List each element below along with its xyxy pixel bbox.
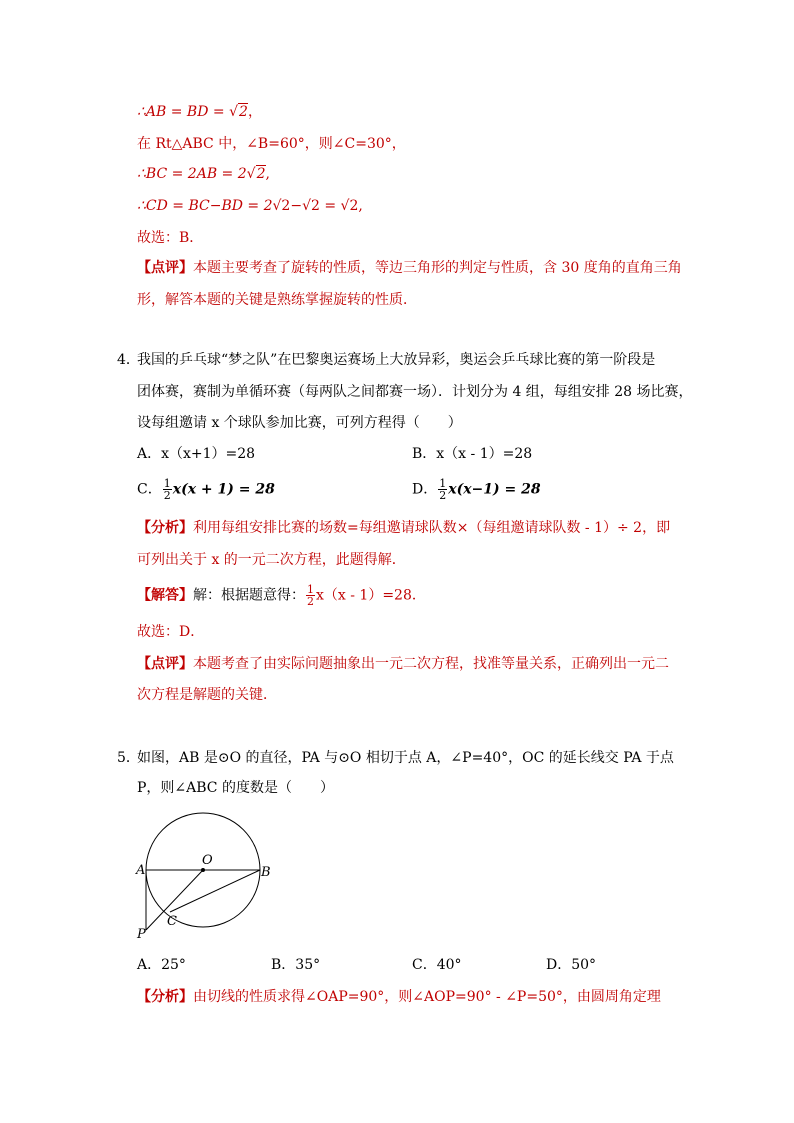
equation: x(x−1) = 28 bbox=[448, 481, 541, 498]
option-b: B．x（x - 1）=28 bbox=[412, 446, 533, 462]
punct: , bbox=[265, 166, 270, 182]
question-number: 5． bbox=[117, 750, 140, 766]
solution-line-1 bbox=[137, 102, 262, 122]
solution-line-4 bbox=[137, 196, 363, 216]
comment-line-2: 次方程是解题的关键． bbox=[137, 687, 277, 703]
label-b: B bbox=[261, 865, 271, 880]
analysis-tag: 【分析】 bbox=[137, 989, 193, 1005]
math-text: ∴BC = 2AB = 2 bbox=[137, 166, 247, 182]
center-point bbox=[201, 868, 205, 872]
geometry-figure bbox=[134, 812, 274, 942]
punct: ， bbox=[247, 104, 262, 120]
punct: , bbox=[358, 198, 363, 214]
fraction bbox=[163, 478, 172, 501]
answer-equation: x（x - 1）=28． bbox=[316, 587, 426, 604]
option-a: A．25° bbox=[137, 957, 186, 973]
option-a: A．x（x+1）=28 bbox=[137, 446, 256, 462]
radicand: 2 bbox=[239, 104, 248, 120]
option-label: C． bbox=[137, 481, 162, 498]
answer-line bbox=[137, 584, 426, 607]
sqrt-sign: √ bbox=[246, 166, 256, 182]
label-p: P bbox=[137, 927, 146, 942]
label-c: C bbox=[167, 914, 177, 929]
solution-line-3 bbox=[137, 164, 270, 184]
question-stem-line-2: 团体赛，赛制为单循环赛（每两队之间都赛一场）．计划分为 4 组，每组安排 28 场比赛， bbox=[137, 384, 693, 400]
comment-tag: 【点评】 bbox=[137, 260, 193, 276]
option-c bbox=[137, 478, 275, 501]
option-label: D． bbox=[412, 481, 438, 498]
analysis-text: 利用每组安排比赛的场数=每组邀请球队数×（每组邀请球队数 - 1）÷ 2，即 bbox=[193, 520, 671, 536]
math-sqrt: √2 bbox=[302, 198, 320, 214]
numerator: 1 bbox=[163, 477, 171, 490]
numerator: 1 bbox=[439, 477, 447, 490]
question-stem-line-1: 我国的乒乓球“梦之队”在巴黎奥运赛场上大放异彩，奥运会乒乓球比赛的第一阶段是 bbox=[137, 352, 656, 368]
denominator: 2 bbox=[307, 595, 314, 608]
answer-text: 解：根据题意得： bbox=[193, 587, 305, 604]
choice-line: 故选：B． bbox=[137, 230, 204, 246]
option-c: C．40° bbox=[412, 957, 462, 973]
question-stem-line-2: P，则∠ABC 的度数是（ ） bbox=[137, 780, 334, 796]
comment-text: 本题考查了由实际问题抽象出一元二次方程，找准等量关系，正确列出一元二 bbox=[193, 656, 669, 672]
analysis-line-1 bbox=[137, 518, 670, 538]
math-sqrt: √2 bbox=[340, 198, 359, 214]
comment-line-1 bbox=[137, 654, 669, 674]
option-d bbox=[412, 478, 541, 501]
math-text: ∴CD = BC−BD = 2 bbox=[137, 198, 273, 214]
analysis-line-1 bbox=[137, 987, 661, 1007]
label-a: A bbox=[136, 863, 146, 878]
fraction bbox=[438, 478, 447, 501]
math-op: − bbox=[290, 198, 303, 214]
question-stem-line-1: 如图，AB 是⊙O 的直径，PA 与⊙O 相切于点 A，∠P=40°，OC 的延长线交 PA 于点 bbox=[137, 750, 674, 766]
choice-line: 故选：D． bbox=[137, 624, 205, 640]
question-number: 4． bbox=[117, 352, 140, 368]
question-stem-line-3: 设每组邀请 x 个球队参加比赛，可列方程得（ ） bbox=[137, 415, 462, 431]
math-op: = bbox=[319, 198, 341, 214]
math-sqrt: √2 bbox=[272, 198, 291, 214]
solution-line-2: 在 Rt△ABC 中，∠B=60°，则∠C=30°， bbox=[137, 136, 406, 152]
label-o: O bbox=[202, 853, 213, 868]
radicand: 2 bbox=[256, 166, 266, 182]
sqrt-sign: √ bbox=[229, 104, 239, 120]
option-d: D．50° bbox=[546, 957, 597, 973]
numerator: 1 bbox=[307, 583, 314, 596]
equation: x(x + 1) = 28 bbox=[172, 481, 275, 498]
denominator: 2 bbox=[163, 489, 171, 502]
analysis-text: 由切线的性质求得∠OAP=90°，则∠AOP=90° - ∠P=50°，由圆周角定理 bbox=[193, 989, 661, 1005]
denominator: 2 bbox=[439, 489, 447, 502]
answer-tag: 【解答】 bbox=[137, 587, 193, 604]
comment-text: 本题主要考查了旋转的性质，等边三角形的判定与性质，含 30 度角的直角三角 bbox=[193, 260, 682, 276]
analysis-line-2: 可列出关于 x 的一元二次方程，此题得解． bbox=[137, 552, 406, 568]
comment-line-1 bbox=[137, 258, 682, 278]
fraction bbox=[306, 584, 315, 607]
comment-tag: 【点评】 bbox=[137, 656, 193, 672]
analysis-tag: 【分析】 bbox=[137, 520, 193, 536]
option-b: B．35° bbox=[271, 957, 321, 973]
comment-line-2: 形，解答本题的关键是熟练掌握旋转的性质． bbox=[137, 292, 417, 308]
math-text: ∴AB = BD = bbox=[137, 104, 230, 120]
